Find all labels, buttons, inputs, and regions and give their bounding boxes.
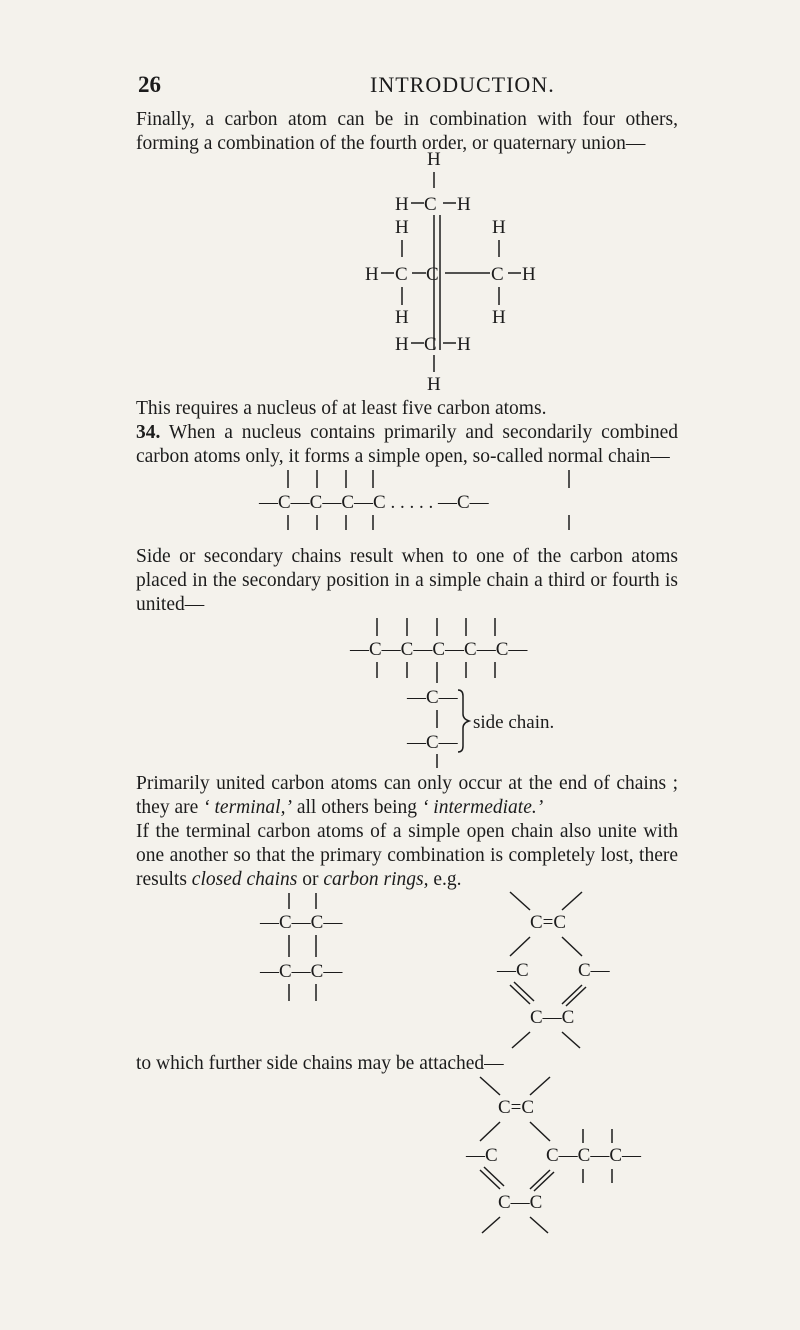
brace — [458, 690, 469, 752]
ring4-row1: —C—C— — [260, 912, 343, 933]
atom-h: H — [427, 374, 441, 395]
ring-top-bond: C=C — [530, 912, 567, 933]
atom-h: H — [427, 149, 441, 170]
atom-h: H — [492, 217, 506, 238]
last-ring-chain: C—C—C— — [546, 1145, 642, 1166]
atom-c: C — [424, 334, 437, 355]
side-chain-label: side chain. — [473, 712, 555, 733]
normal-chain-text: When a nucleus contains primarily and secondarily combined carbon atoms only, it forms a simple open, so-called normal chain— — [136, 422, 678, 467]
ring-bottom-bond: C—C — [530, 1007, 575, 1028]
paragraph-side-chains: Side or secondary chains result when to one of the carbon atoms placed in the secondary position in a simple chain a third or fourth is united— — [136, 546, 678, 615]
normal-chain-main: —C—C—C—C . . . . . —C— — [259, 492, 489, 513]
term-closed-chains: closed chains — [191, 869, 298, 890]
section-number: 34. — [136, 422, 161, 443]
last-ring-bottom: C—C — [498, 1192, 543, 1213]
normal-chain-formula — [0, 470, 800, 530]
six-membered-ring-formula — [0, 890, 800, 1030]
atom-h: H — [492, 307, 506, 328]
atom-h: H — [457, 194, 471, 215]
side-chain-carbon: —C— — [407, 732, 458, 753]
text-run: all others being — [291, 797, 422, 818]
atom-h: H — [395, 194, 409, 215]
ring-left-carbon: —C — [497, 960, 529, 981]
atom-h: H — [457, 334, 471, 355]
ring-with-side-chain-formula — [0, 1075, 800, 1285]
last-ring-top: C=C — [498, 1097, 535, 1118]
text-run: e.g. — [428, 869, 462, 890]
atom-h: H — [395, 307, 409, 328]
text-run: or — [297, 869, 324, 890]
text-run: Primarily united carbon atoms can only occur at the end of chains ; they are — [136, 773, 678, 818]
running-head: INTRODUCTION. — [370, 72, 555, 97]
side-chain-carbon: —C— — [407, 687, 458, 708]
paragraph-closed-chains — [136, 820, 678, 892]
atom-c: C — [491, 264, 504, 285]
term-carbon-rings: carbon rings, — [323, 869, 429, 890]
page-number: 26 — [138, 72, 161, 97]
side-chain-formula — [0, 618, 800, 768]
atom-h: H — [522, 264, 536, 285]
atom-c: C — [424, 194, 437, 215]
quaternary-union-formula — [0, 145, 800, 405]
atom-c: C — [426, 264, 439, 285]
paragraph-further-side-chains: to which further side chains may be attached— — [136, 1053, 504, 1074]
term-terminal: ‘ terminal,’ — [203, 797, 292, 818]
paragraph-nucleus-requirement: This requires a nucleus of at least five carbon atoms. — [136, 398, 547, 419]
atom-h: H — [365, 264, 379, 285]
paragraph-quaternary-union: Finally, a carbon atom can be in combination with four others, forming a combination of the fourth order, or quaternary union— — [136, 109, 678, 154]
side-chain-top: —C—C—C—C—C— — [350, 639, 528, 660]
paragraph-terminal-intermediate — [136, 772, 678, 820]
paragraph-normal-chain — [136, 421, 678, 469]
atom-c: C — [395, 264, 408, 285]
atom-h: H — [395, 217, 409, 238]
text-run: If the terminal carbon atoms of a simple open chain also unite with one another so that the primary combination is completely lost, there results — [136, 821, 678, 890]
atom-h: H — [395, 334, 409, 355]
term-intermediate: ‘ intermediate.’ — [421, 797, 544, 818]
last-ring-left: —C — [466, 1145, 498, 1166]
ring-right-carbon: C— — [578, 960, 610, 981]
ring4-row2: —C—C— — [260, 961, 343, 982]
